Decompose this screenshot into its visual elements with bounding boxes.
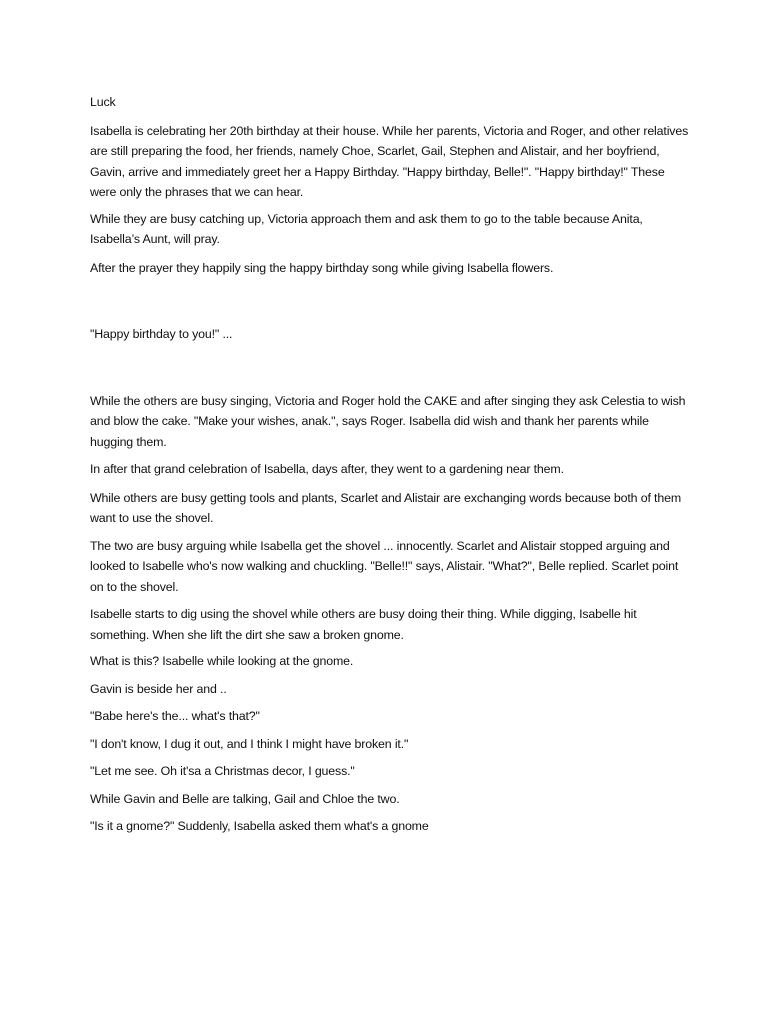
document-body (90, 92, 690, 837)
paragraph: Isabella is celebrating her 20th birthday at their house. While her parents, Victoria and Roger, and other relatives are still preparing the food, her friends, namely Choe, Scarlet, Gail, Stephen and Alistair, and her boyfriend, Gavin, arrive and immediately greet her a Happy Birthday. "Happy birthday, Belle!". "Happy birthday!" These were only the phrases that we can hear. (90, 123, 689, 199)
paragraph: "Is it a gnome?" Suddenly, Isabella asked them what's a gnome (90, 819, 429, 833)
document-title: Luck (90, 95, 116, 109)
paragraph: "Happy birthday to you!" ... (90, 327, 233, 341)
paragraph: While others are busy getting tools and plants, Scarlet and Alistair are exchanging words because both of them want to use the shovel. (90, 490, 681, 525)
paragraph: "I don't know, I dug it out, and I think I might have broken it." (90, 736, 409, 751)
paragraph: In after that grand celebration of Isabella, days after, they went to a gardening near them. (90, 462, 564, 476)
paragraph: After the prayer they happily sing the happy birthday song while giving Isabella flowers. (90, 260, 554, 275)
paragraph: While Gavin and Belle are talking, Gail and Chloe the two. (90, 791, 400, 806)
paragraph: While they are busy catching up, Victoria approach them and ask them to go to the table because Anita, Isabella’s Aunt, will pray. (90, 211, 643, 246)
paragraph: While the others are busy singing, Victoria and Roger hold the CAKE and after singing they ask Celestia to wish and blow the cake. "Make your wishes, anak.", says Roger. Isabella did wish and thank her parents while hugging them. (90, 393, 686, 449)
paragraph: "Babe here's the... what's that?" (90, 709, 260, 723)
paragraph: Isabelle starts to dig using the shovel while others are busy doing their thing. While digging, Isabelle hit something. When she lift the dirt she saw a broken gnome. (90, 607, 637, 642)
paragraph: What is this? Isabelle while looking at the gnome. (90, 654, 354, 668)
paragraph: The two are busy arguing while Isabella get the shovel ... innocently. Scarlet and Alistair stopped arguing and looked to Isabelle who's now walking and chuckling. "Belle!!" says, Alistair. "What?", Belle replied. Scarlet point on to the shovel. (90, 538, 679, 594)
paragraph: Gavin is beside her and .. (90, 681, 227, 696)
paragraph: "Let me see. Oh it'sa a Christmas decor, I guess." (90, 764, 355, 778)
